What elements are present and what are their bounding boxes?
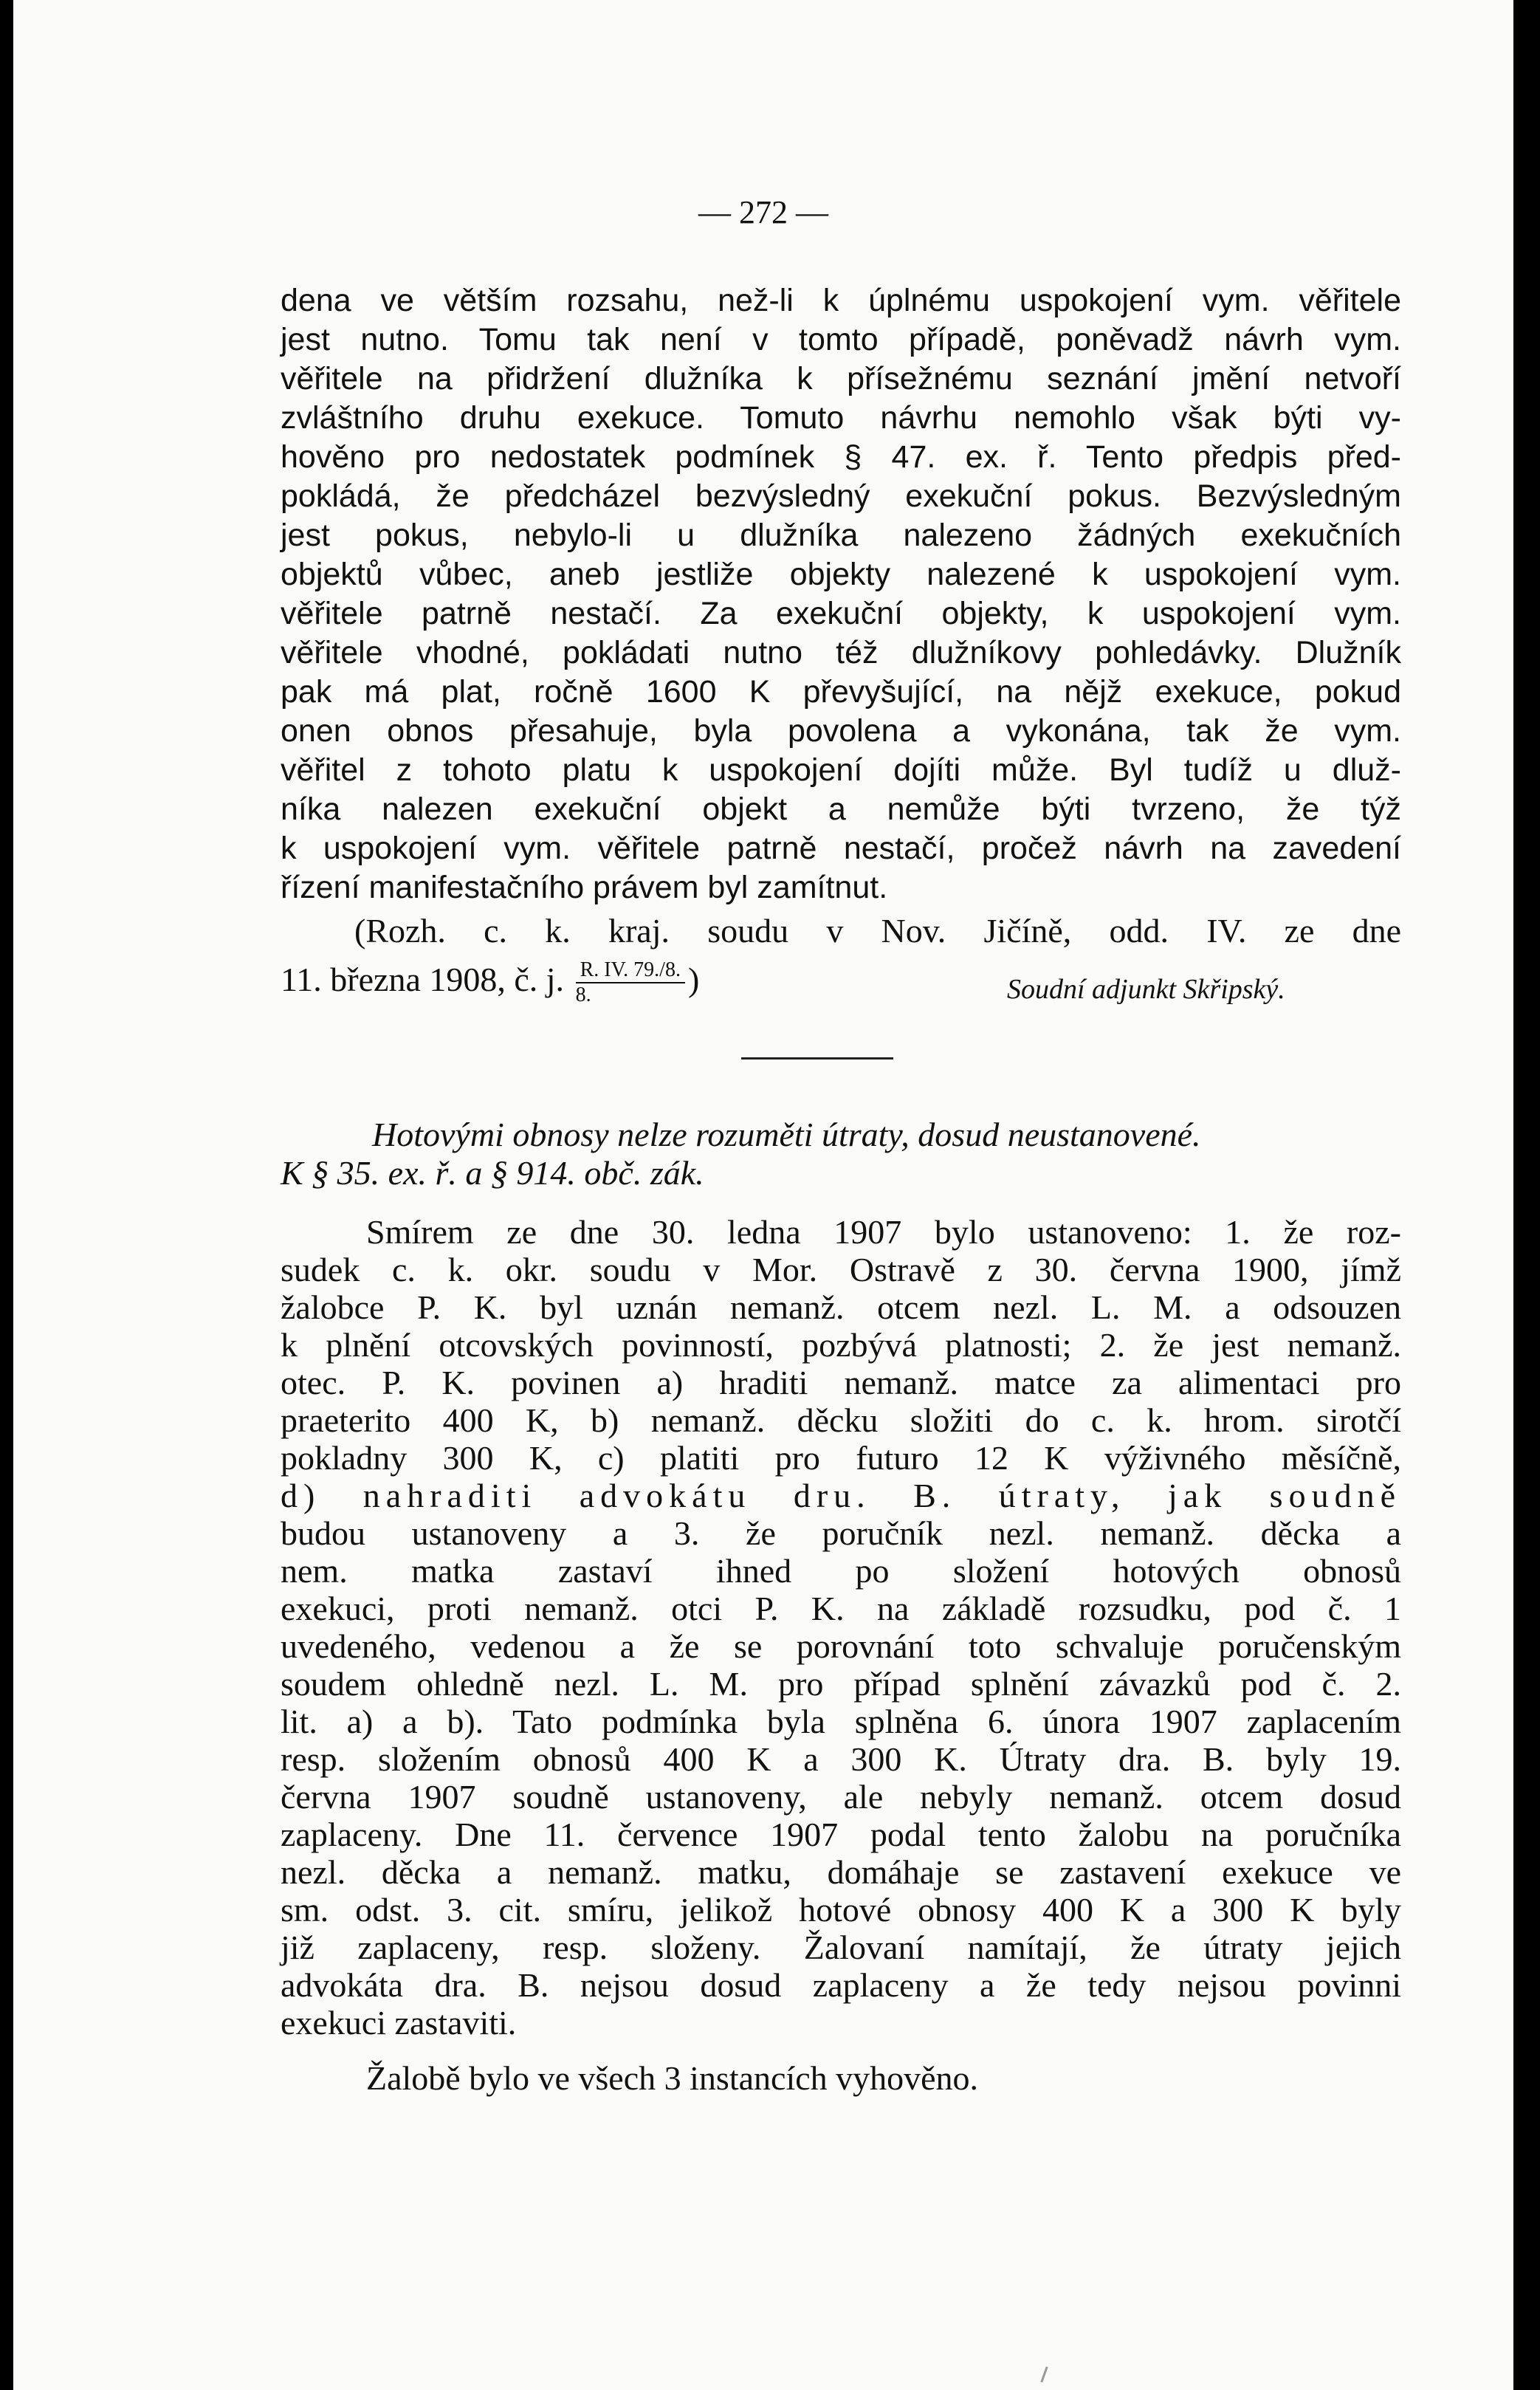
para1-line: jest pokus, nebylo-li u dlužníka nalezeno žádných exekučních: [281, 518, 1401, 553]
document-page: [13, 0, 1513, 2390]
para1-line: věřitele na přidržení dlužníka k přísežnému seznání jmění netvoří: [281, 361, 1401, 396]
para2-line: zaplaceny. Dne 11. července 1907 podal tento žalobu na poručníka: [281, 1816, 1401, 1853]
citation-line: (Rozh. c. k. kraj. soudu v Nov. Jičíně, odd. IV. ze dne: [354, 912, 1401, 950]
para2-line: již zaplaceny, resp. složeny. Žalovaní namítají, že útraty jejich: [281, 1929, 1401, 1966]
para1-line: pak má plat, ročně 1600 K převyšující, na nějž exekuce, pokud: [281, 674, 1401, 710]
para1-line: jest nutno. Tomu tak není v tomto případě, poněvadž návrh vym.: [281, 322, 1401, 357]
para2-line: sm. odst. 3. cit. smíru, jelikož hotové obnosy 400 K a 300 K byly: [281, 1891, 1401, 1929]
para2-line: exekuci, proti nemanž. otci P. K. na základě rozsudku, pod č. 1: [281, 1590, 1401, 1627]
para1-line: řízení manifestačního právem byl zamítnut.: [281, 870, 888, 905]
para2-line: soudem ohledně nezl. L. M. pro případ splnění závazků pod č. 2.: [281, 1665, 1401, 1703]
section-heading-ref: K § 35. ex. ř. a § 914. obč. zák.: [281, 1154, 704, 1192]
para2-line: lit. a) a b). Tato podmínka byla splněna 6. února 1907 zaplacením: [281, 1703, 1401, 1740]
para2-line: advokáta dra. B. nejsou dosud zaplaceny a že tedy nejsou povinni: [281, 1966, 1401, 2004]
para2-line: pokladny 300 K, c) platiti pro futuro 12 K výživného měsíčně,: [281, 1439, 1401, 1477]
para2-line: praeterito 400 K, b) nemanž. děcku složiti do c. k. hrom. sirotčí: [281, 1401, 1401, 1439]
para1-line: objektů vůbec, aneb jestliže objekty nalezené k uspokojení vym.: [281, 557, 1401, 592]
para2-line: nezl. děcka a nemanž. matku, domáhaje se zastavení exekuce ve: [281, 1853, 1401, 1891]
para1-line: pokládá, že předcházel bezvýsledný exekuční pokus. Bezvýsledným: [281, 478, 1401, 514]
para2-line: budou ustanoveny a 3. že poručník nezl. nemanž. děcka a: [281, 1514, 1401, 1552]
para1-line: věřitel z tohoto platu k uspokojení dojíti může. Byl tudíž u dluž-: [281, 752, 1401, 788]
para1-line: dena ve větším rozsahu, než-li k úplnému uspokojení vym. věřitele: [281, 283, 1401, 318]
para2-line: Smírem ze dne 30. ledna 1907 bylo ustanoveno: 1. že roz-: [366, 1213, 1401, 1251]
case-number-fraction: [576, 960, 685, 1006]
para1-line: věřitele vhodné, pokládati nutno též dlužníkovy pohledávky. Dlužník: [281, 635, 1401, 670]
section-divider: [741, 1057, 893, 1060]
signature: Soudní adjunkt Skřipský.: [1007, 974, 1285, 1005]
para2-line: k plnění otcovských povinností, pozbývá platnosti; 2. že jest nemanž.: [281, 1326, 1401, 1364]
para2-line: nem. matka zastaví ihned po složení hotových obnosů: [281, 1552, 1401, 1590]
section-heading: Hotovými obnosy nelze rozuměti útraty, dosud neustanovené.: [372, 1116, 1201, 1153]
fraction-denominator: 8.: [575, 983, 591, 1007]
citation-ref: 11. března 1908, č. j.: [281, 961, 565, 998]
pencil-mark: [1040, 2366, 1048, 2383]
para2-line: otec. P. K. povinen a) hraditi nemanž. matce za alimentaci pro: [281, 1364, 1401, 1401]
para1-line: hověno pro nedostatek podmínek § 47. ex. ř. Tento předpis před-: [281, 439, 1401, 475]
para1-line: onen obnos přesahuje, byla povolena a vykonána, tak že vym.: [281, 713, 1401, 749]
fraction-numerator: R. IV. 79./8.: [576, 960, 685, 983]
para1-line: věřitele patrně nestačí. Za exekuční objekty, k uspokojení vym.: [281, 596, 1401, 631]
para2-line: d) nahraditi advokátu dru. B. útraty, jak soudně: [281, 1477, 1401, 1514]
para2-line: exekuci zastaviti.: [281, 2004, 517, 2042]
para2-line: uvedeného, vedenou a že se porovnání toto schvaluje poručenským: [281, 1627, 1401, 1665]
para1-line: zvláštního druhu exekuce. Tomuto návrhu nemohlo však býti vy-: [281, 400, 1401, 436]
citation-close: ): [687, 961, 700, 998]
para2-line: června 1907 soudně ustanoveny, ale nebyly nemanž. otcem dosud: [281, 1778, 1401, 1816]
para2-line: sudek c. k. okr. soudu v Mor. Ostravě z 30. června 1900, jímž: [281, 1251, 1401, 1288]
para1-line: k uspokojení vym. věřitele patrně nestačí, pročež návrh na zavedení: [281, 831, 1401, 866]
para1-line: níka nalezen exekuční objekt a nemůže býti tvrzeno, že týž: [281, 791, 1401, 827]
para2-line: žalobce P. K. byl uznán nemanž. otcem nezl. L. M. a odsouzen: [281, 1288, 1401, 1326]
para2-conclusion: Žalobě bylo ve všech 3 instancích vyhověno.: [366, 2059, 979, 2097]
page-number: — 272 —: [698, 194, 828, 230]
para2-line: resp. složením obnosů 400 K a 300 K. Útraty dra. B. byly 19.: [281, 1740, 1401, 1778]
